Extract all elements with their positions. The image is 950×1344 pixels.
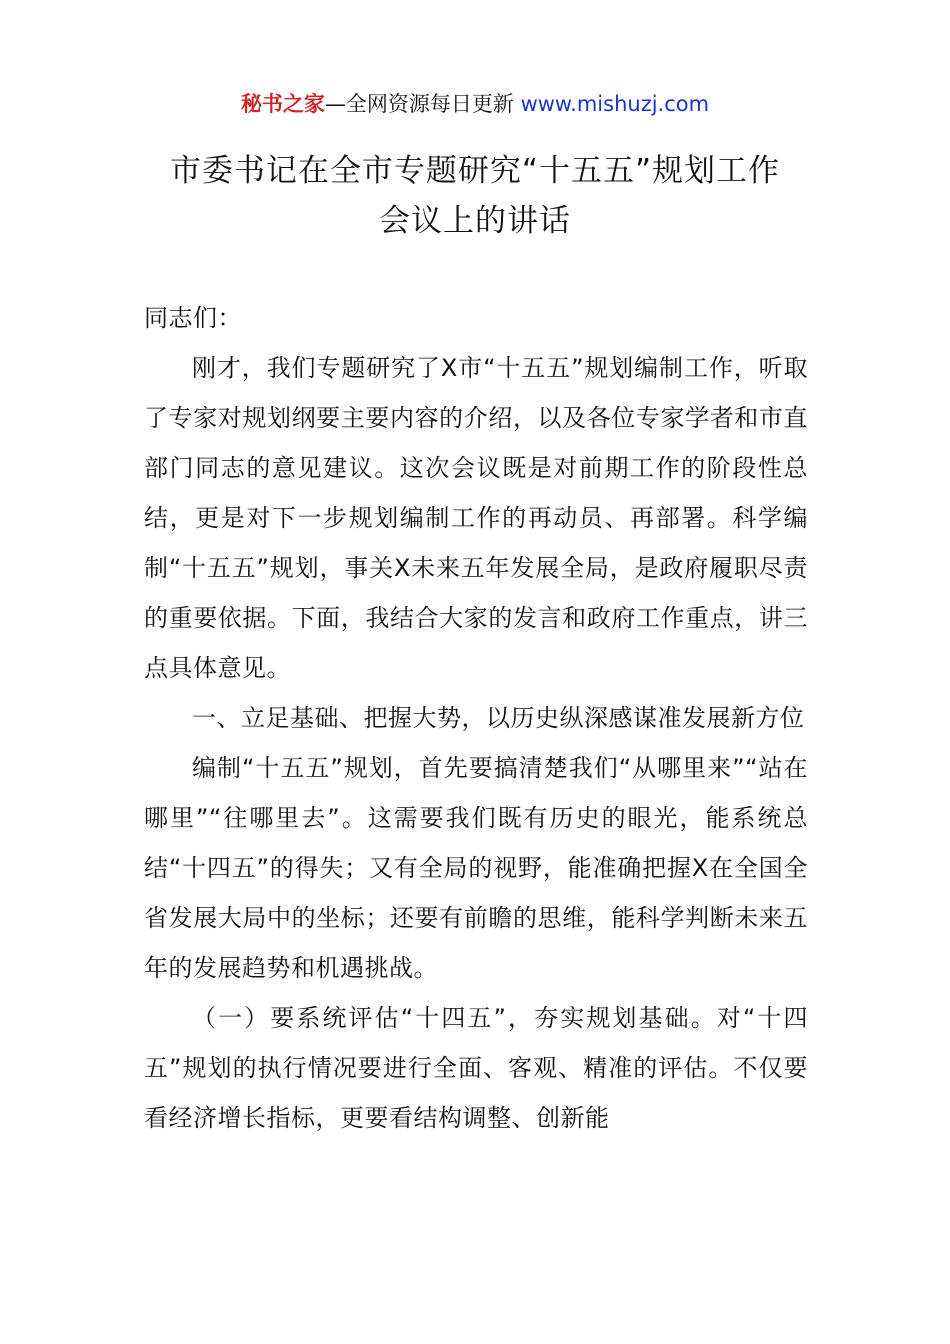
- document-body: [144, 293, 808, 1143]
- title-line-2: 会议上的讲话: [379, 203, 571, 239]
- paragraph-intro: 刚才，我们专题研究了X市“十五五”规划编制工作，听取了专家对规划纲要主要内容的介绍，以及各位专家学者和市直部门同志的意见建议。这次会议既是对前期工作的阶段性总结，更是对下一步规划编制工作的再动员、再部署。科学编制“十五五”规划，事关X未来五年发展全局，是政府履职尽责的重要依据。下面，我结合大家的发言和政府工作重点，讲三点具体意见。: [144, 354, 808, 682]
- document-title: [120, 146, 830, 246]
- paragraph-section-1: 编制“十五五”规划，首先要搞清楚我们“从哪里来”“站在哪里”“往哪里去”。这需要我们既有历史的眼光，能系统总结“十四五”的得失；又有全局的视野，能准确把握X在全国全省发展大局中的坐标；还要有前瞻的思维，能科学判断未来五年的发展趋势和机遇挑战。: [144, 754, 808, 982]
- paragraph-subsection-1: （一）要系统评估“十四五”，夯实规划基础。对“十四五”规划的执行情况要进行全面、客观、精准的评估。不仅要看经济增长指标，更要看结构调整、创新能: [144, 1004, 808, 1132]
- site-url-link[interactable]: www.mishuzj.com: [520, 92, 710, 116]
- site-header: [0, 86, 950, 122]
- section-heading-1: 一、立足基础、把握大势，以历史纵深感谋准发展新方位: [192, 704, 805, 732]
- site-brand: 秘书之家: [240, 92, 325, 116]
- salutation: 同志们：: [144, 304, 242, 332]
- title-line-1: 市委书记在全市专题研究“十五五”规划工作: [169, 153, 781, 189]
- site-tagline: —全网资源每日更新: [324, 92, 521, 116]
